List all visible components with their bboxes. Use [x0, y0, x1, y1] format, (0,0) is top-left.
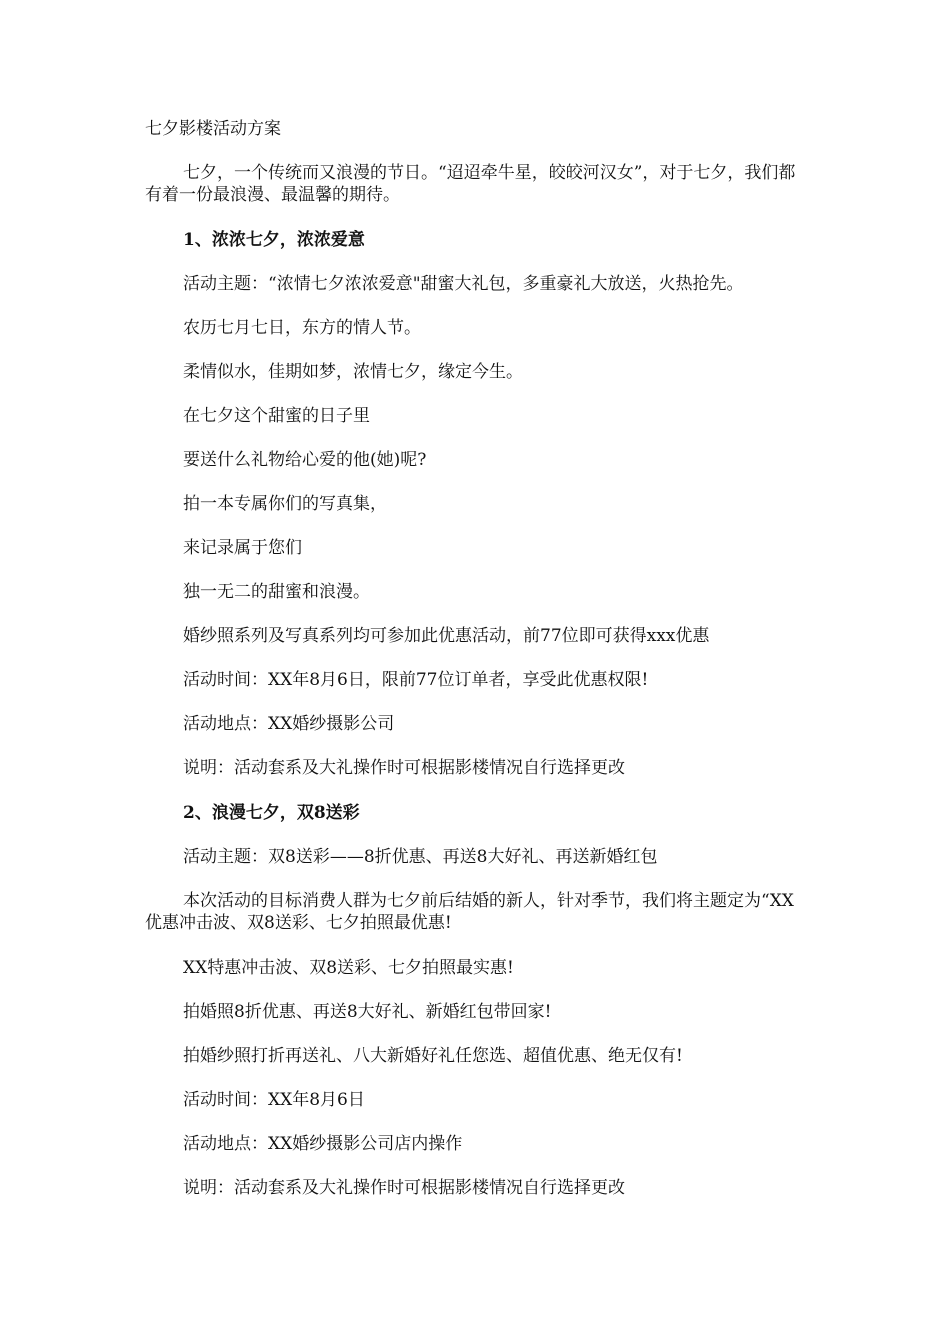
section-1-line: 柔情似水，佳期如梦，浓情七夕，缘定今生。: [183, 362, 523, 382]
section-1-line: 拍一本专属你们的写真集，: [183, 494, 387, 514]
section-1-line: 独一无二的甜蜜和浪漫。: [183, 582, 370, 602]
intro-paragraph: 七夕，一个传统而又浪漫的节日。“迢迢牵牛星，皎皎河汉女”，对于七夕，我们都有着一份最浪漫、最温馨的期待。: [145, 163, 796, 205]
section-1-line: 要送什么礼物给心爱的他(她)呢?: [183, 450, 427, 470]
section-2-line: 拍婚照8折优惠、再送8大好礼、新婚红包带回家!: [183, 1002, 552, 1022]
section-2-theme: 活动主题：双8送彩——8折优惠、再送8大好礼、再送新婚红包: [183, 847, 658, 867]
section-2-target-paragraph: 本次活动的目标消费人群为七夕前后结婚的新人，针对季节，我们将主题定为“XX优惠冲击波、双8送彩、七夕拍照最优惠!: [145, 891, 794, 933]
section-1-line: 农历七月七日，东方的情人节。: [183, 318, 421, 338]
section-2-time: 活动时间：XX年8月6日: [183, 1090, 365, 1110]
section-1-note: 说明：活动套系及大礼操作时可根据影楼情况自行选择更改: [183, 758, 625, 778]
section-2-note: 说明：活动套系及大礼操作时可根据影楼情况自行选择更改: [183, 1178, 625, 1198]
section-1-heading: 1、浓浓七夕，浓浓爱意: [183, 230, 365, 250]
section-2-location: 活动地点：XX婚纱摄影公司店内操作: [183, 1134, 463, 1154]
section-1-theme: 活动主题：“浓情七夕浓浓爱意"甜蜜大礼包，多重豪礼大放送，火热抢先。: [183, 274, 744, 294]
document-title: 七夕影楼活动方案: [145, 119, 281, 139]
section-1-offer: 婚纱照系列及写真系列均可参加此优惠活动，前77位即可获得xxx优惠: [183, 626, 710, 646]
section-1-line: 来记录属于您们: [183, 538, 302, 558]
section-1-time: 活动时间：XX年8月6日，限前77位订单者，享受此优惠权限!: [183, 670, 649, 690]
section-1-location: 活动地点：XX婚纱摄影公司: [183, 714, 395, 734]
section-2-heading: 2、浪漫七夕，双8送彩: [183, 803, 360, 823]
section-1-line: 在七夕这个甜蜜的日子里: [183, 406, 370, 426]
section-2-line: 拍婚纱照打折再送礼、八大新婚好礼任您选、超值优惠、绝无仅有!: [183, 1046, 683, 1066]
section-2-line: XX特惠冲击波、双8送彩、七夕拍照最实惠!: [183, 958, 514, 978]
